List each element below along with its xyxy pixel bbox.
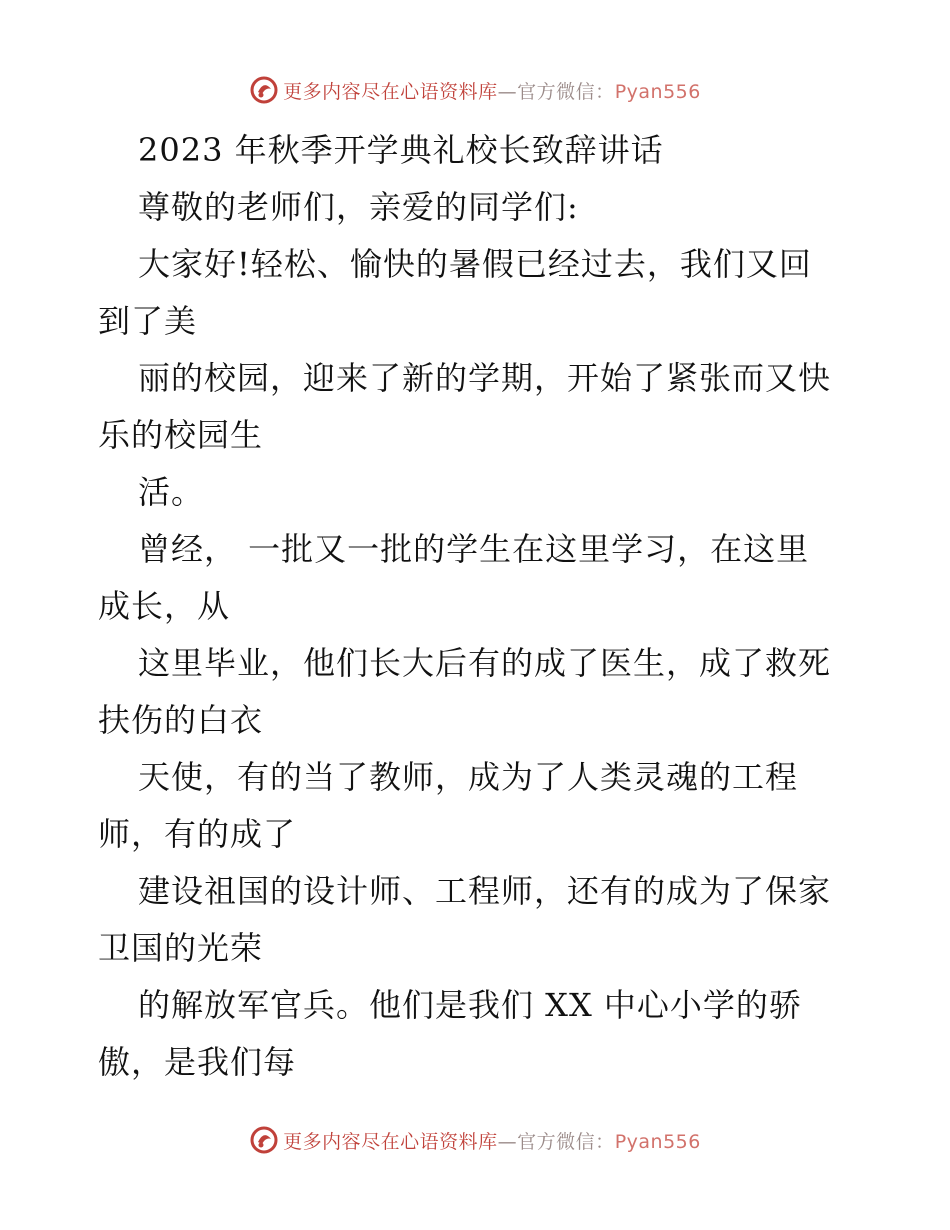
header-banner-part2: 官方微信： (517, 80, 615, 103)
footer-banner-dash: — (497, 1130, 518, 1153)
body-line: 师，有的成了 (98, 815, 297, 853)
body-line: 活。 (138, 473, 205, 511)
header-banner (0, 72, 950, 108)
document-title: 2023 年秋季开学典礼校长致辞讲话 (138, 131, 664, 169)
body-line: 建设祖国的设计师、工程师，还有的成为了保家 (138, 872, 832, 910)
footer-banner-part1: 更多内容尽在心语资料库 (283, 1130, 498, 1153)
body-line: 这里毕业，他们长大后有的成了医生，成了救死 (138, 644, 832, 682)
swirl-logo-icon (249, 75, 279, 105)
footer-banner-text (283, 1127, 701, 1154)
body-line: 乐的校园生 (98, 416, 264, 454)
header-banner-wechat: Pyan556 (614, 80, 701, 103)
body-line: 的解放军官兵。他们是我们 XX 中心小学的骄 (138, 986, 802, 1024)
footer-banner (0, 1122, 950, 1158)
header-banner-part1: 更多内容尽在心语资料库 (283, 80, 498, 103)
body-line: 卫国的光荣 (98, 929, 264, 967)
salutation: 尊敬的老师们，亲爱的同学们: (138, 188, 579, 226)
body-line: 成长，从 (98, 587, 231, 625)
body-line: 天使，有的当了教师，成为了人类灵魂的工程 (138, 758, 799, 796)
footer-banner-wechat: Pyan556 (614, 1130, 701, 1153)
document-body (98, 122, 858, 1091)
body-line: 扶伤的白衣 (98, 701, 264, 739)
body-line: 大家好!轻松、愉快的暑假已经过去，我们又回 (138, 245, 812, 283)
header-banner-dash: — (497, 80, 518, 103)
body-line: 到了美 (98, 302, 198, 340)
header-banner-text (283, 77, 701, 104)
body-line: 丽的校园，迎来了新的学期，开始了紧张而又快 (138, 359, 832, 397)
body-line: 曾经， 一批又一批的学生在这里学习，在这里 (138, 530, 810, 568)
footer-banner-part2: 官方微信： (517, 1130, 615, 1153)
body-line: 傲，是我们每 (98, 1043, 297, 1081)
swirl-logo-icon (249, 1125, 279, 1155)
